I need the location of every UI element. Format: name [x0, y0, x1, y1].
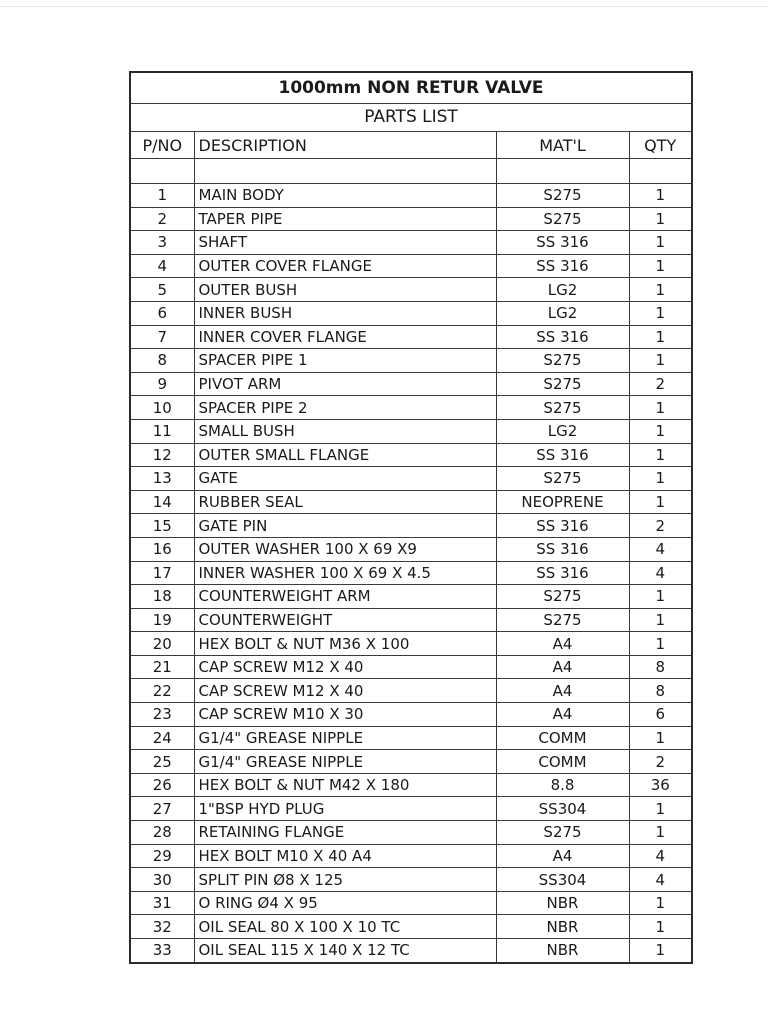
description-cell: CAP SCREW M10 X 30 [194, 703, 496, 727]
quantity-cell: 4 [629, 537, 691, 561]
material-cell: SS 316 [496, 231, 629, 255]
description-cell: G1/4" GREASE NIPPLE [194, 726, 496, 750]
material-cell: NEOPRENE [496, 490, 629, 514]
part-number-cell: 24 [131, 726, 194, 750]
quantity-cell: 1 [655, 941, 666, 960]
quantity-cell: 8 [629, 655, 691, 679]
description-cell: HEX BOLT M10 X 40 A4 [194, 844, 496, 868]
description-cell: INNER BUSH [194, 301, 496, 325]
quantity-cell: 1 [629, 891, 691, 915]
blank-row [131, 159, 691, 184]
part-number-cell: 2 [131, 207, 194, 231]
table-row [131, 419, 691, 443]
material-cell: SS 316 [496, 254, 629, 278]
material-cell: SS304 [496, 868, 629, 892]
description-cell: TAPER PIPE [194, 207, 496, 231]
description-cell: COUNTERWEIGHT ARM [194, 585, 496, 609]
table-row [131, 561, 691, 585]
quantity-cell: 1 [629, 726, 691, 750]
table-row [131, 467, 691, 491]
blank-cell [629, 159, 691, 184]
table-row [131, 349, 691, 373]
table-row [131, 585, 691, 609]
table-row [131, 372, 691, 396]
quantity-cell: 1 [629, 254, 691, 278]
part-number-cell: 6 [131, 301, 194, 325]
quantity-cell: 1 [629, 207, 691, 231]
part-number-cell: 13 [131, 467, 194, 491]
material-cell: NBR [496, 915, 629, 939]
table-row [131, 891, 691, 915]
quantity-cell: 1 [629, 821, 691, 845]
part-number-cell: 20 [131, 632, 194, 656]
table-row [131, 608, 691, 632]
material-cell: COMM [496, 726, 629, 750]
description-cell: RETAINING FLANGE [194, 821, 496, 845]
description-cell: MAIN BODY [194, 184, 496, 208]
description-cell: HEX BOLT & NUT M42 X 180 [194, 773, 496, 797]
part-number-cell: 21 [131, 655, 194, 679]
header-qty: QTY [629, 132, 691, 159]
quantity-cell: 4 [629, 561, 691, 585]
part-number-cell: 28 [131, 821, 194, 845]
material-cell: S275 [496, 467, 629, 491]
part-number-cell: 4 [131, 254, 194, 278]
part-number-cell: 9 [131, 372, 194, 396]
scan-edge-line [0, 6, 768, 7]
material-cell: A4 [496, 703, 629, 727]
table-row [131, 750, 691, 774]
parts-table-body [131, 159, 691, 962]
quantity-cell: 1 [629, 349, 691, 373]
table-row [131, 301, 691, 325]
material-cell: SS 316 [496, 561, 629, 585]
table-row [131, 632, 691, 656]
quantity-cell: 1 [629, 915, 691, 939]
part-number-cell: 19 [131, 608, 194, 632]
quantity-cell: 4 [629, 844, 691, 868]
description-cell: GATE [194, 467, 496, 491]
part-number-cell: 7 [131, 325, 194, 349]
material-cell: A4 [496, 679, 629, 703]
header-description: DESCRIPTION [194, 132, 496, 159]
description-cell: OUTER SMALL FLANGE [194, 443, 496, 467]
part-number-cell: 16 [131, 537, 194, 561]
quantity-cell: 8 [629, 679, 691, 703]
description-cell: RUBBER SEAL [194, 490, 496, 514]
header-row [131, 132, 691, 159]
table-row [131, 490, 691, 514]
table-row [131, 231, 691, 255]
material-cell: S275 [496, 585, 629, 609]
table-row [131, 514, 691, 538]
part-number-cell: 15 [131, 514, 194, 538]
description-cell: PIVOT ARM [194, 372, 496, 396]
material-cell: S275 [496, 821, 629, 845]
material-cell: SS 316 [496, 537, 629, 561]
table-row [131, 655, 691, 679]
part-number-cell: 29 [131, 844, 194, 868]
description-cell: CAP SCREW M12 X 40 [194, 655, 496, 679]
quantity-cell: 1 [629, 184, 691, 208]
part-number-cell: 31 [131, 891, 194, 915]
table-row [131, 278, 691, 302]
table-row [131, 184, 691, 208]
table-row [131, 797, 691, 821]
description-cell: O RING Ø4 X 95 [194, 891, 496, 915]
quantity-cell: 1 [629, 301, 691, 325]
quantity-cell: 2 [629, 750, 691, 774]
quantity-cell: 36 [629, 773, 691, 797]
quantity-cell: 2 [629, 372, 691, 396]
table-row [131, 939, 691, 962]
table-row [131, 537, 691, 561]
part-number-cell: 1 [131, 184, 194, 208]
table-row [131, 726, 691, 750]
part-number-cell: 18 [131, 585, 194, 609]
material-cell: A4 [496, 844, 629, 868]
description-cell: COUNTERWEIGHT [194, 608, 496, 632]
material-cell: A4 [496, 655, 629, 679]
part-number-cell: 30 [131, 868, 194, 892]
part-number-cell: 33 [131, 939, 194, 962]
parts-list-sheet [129, 71, 693, 964]
quantity-cell: 1 [629, 419, 691, 443]
part-number-cell: 17 [131, 561, 194, 585]
material-cell: SS 316 [496, 325, 629, 349]
description-cell: SPACER PIPE 2 [194, 396, 496, 420]
quantity-cell: 1 [629, 467, 691, 491]
description-cell: OUTER COVER FLANGE [194, 254, 496, 278]
blank-cell [194, 159, 496, 184]
part-number-cell: 14 [131, 490, 194, 514]
table-row [131, 679, 691, 703]
quantity-cell: 1 [629, 325, 691, 349]
material-cell: S275 [496, 396, 629, 420]
table-row [131, 821, 691, 845]
quantity-cell: 1 [629, 608, 691, 632]
description-cell: OUTER WASHER 100 X 69 X9 [194, 537, 496, 561]
description-cell: OIL SEAL 115 X 140 X 12 TC [194, 939, 496, 962]
document-subtitle: PARTS LIST [131, 104, 691, 132]
document-title: 1000mm NON RETUR VALVE [131, 73, 691, 104]
material-cell: NBR [496, 891, 629, 915]
quantity-cell: 1 [629, 585, 691, 609]
quantity-cell: 1 [629, 231, 691, 255]
quantity-cell: 1 [629, 396, 691, 420]
table-row [131, 844, 691, 868]
part-number-cell: 10 [131, 396, 194, 420]
quantity-cell: 1 [629, 278, 691, 302]
material-cell: A4 [496, 632, 629, 656]
description-cell: OIL SEAL 80 X 100 X 10 TC [194, 915, 496, 939]
material-cell: S275 [496, 372, 629, 396]
part-number-cell: 3 [131, 231, 194, 255]
material-cell: S275 [496, 184, 629, 208]
table-row [131, 325, 691, 349]
blank-cell [496, 159, 629, 184]
parts-table [131, 132, 691, 962]
blank-cell [131, 159, 194, 184]
material-cell: COMM [496, 750, 629, 774]
description-cell: GATE PIN [194, 514, 496, 538]
part-number-cell: 23 [131, 703, 194, 727]
quantity-cell: 6 [629, 703, 691, 727]
part-number-cell: 32 [131, 915, 194, 939]
material-cell: 8.8 [496, 773, 629, 797]
table-row [131, 915, 691, 939]
table-row [131, 868, 691, 892]
quantity-cell: 4 [629, 868, 691, 892]
table-row [131, 443, 691, 467]
quantity-cell: 2 [629, 514, 691, 538]
description-cell: INNER COVER FLANGE [194, 325, 496, 349]
description-cell: INNER WASHER 100 X 69 X 4.5 [194, 561, 496, 585]
quantity-cell: 1 [629, 443, 691, 467]
part-number-cell: 26 [131, 773, 194, 797]
material-cell: S275 [496, 207, 629, 231]
description-cell: SMALL BUSH [194, 419, 496, 443]
table-row [131, 703, 691, 727]
description-cell: OUTER BUSH [194, 278, 496, 302]
material-cell: LG2 [496, 301, 629, 325]
part-number-cell: 5 [131, 278, 194, 302]
header-material: MAT'L [496, 132, 629, 159]
table-row [131, 207, 691, 231]
quantity-cell: 1 [629, 490, 691, 514]
material-cell: NBR [496, 939, 629, 962]
part-number-cell: 12 [131, 443, 194, 467]
description-cell: SHAFT [194, 231, 496, 255]
material-cell: S275 [496, 349, 629, 373]
table-row [131, 254, 691, 278]
description-cell: SPACER PIPE 1 [194, 349, 496, 373]
part-number-cell: 8 [131, 349, 194, 373]
description-cell: SPLIT PIN Ø8 X 125 [194, 868, 496, 892]
part-number-cell: 22 [131, 679, 194, 703]
description-cell: 1"BSP HYD PLUG [194, 797, 496, 821]
part-number-cell: 11 [131, 419, 194, 443]
quantity-cell: 1 [629, 632, 691, 656]
part-number-cell: 27 [131, 797, 194, 821]
description-cell: HEX BOLT & NUT M36 X 100 [194, 632, 496, 656]
quantity-cell: 1 [629, 797, 691, 821]
material-cell: SS 316 [496, 443, 629, 467]
header-pno: P/NO [131, 132, 194, 159]
description-cell: CAP SCREW M12 X 40 [194, 679, 496, 703]
material-cell: SS304 [496, 797, 629, 821]
table-row [131, 396, 691, 420]
material-cell: SS 316 [496, 514, 629, 538]
description-cell: G1/4" GREASE NIPPLE [194, 750, 496, 774]
material-cell: LG2 [496, 278, 629, 302]
table-row [131, 773, 691, 797]
part-number-cell: 25 [131, 750, 194, 774]
material-cell: LG2 [496, 419, 629, 443]
material-cell: S275 [496, 608, 629, 632]
